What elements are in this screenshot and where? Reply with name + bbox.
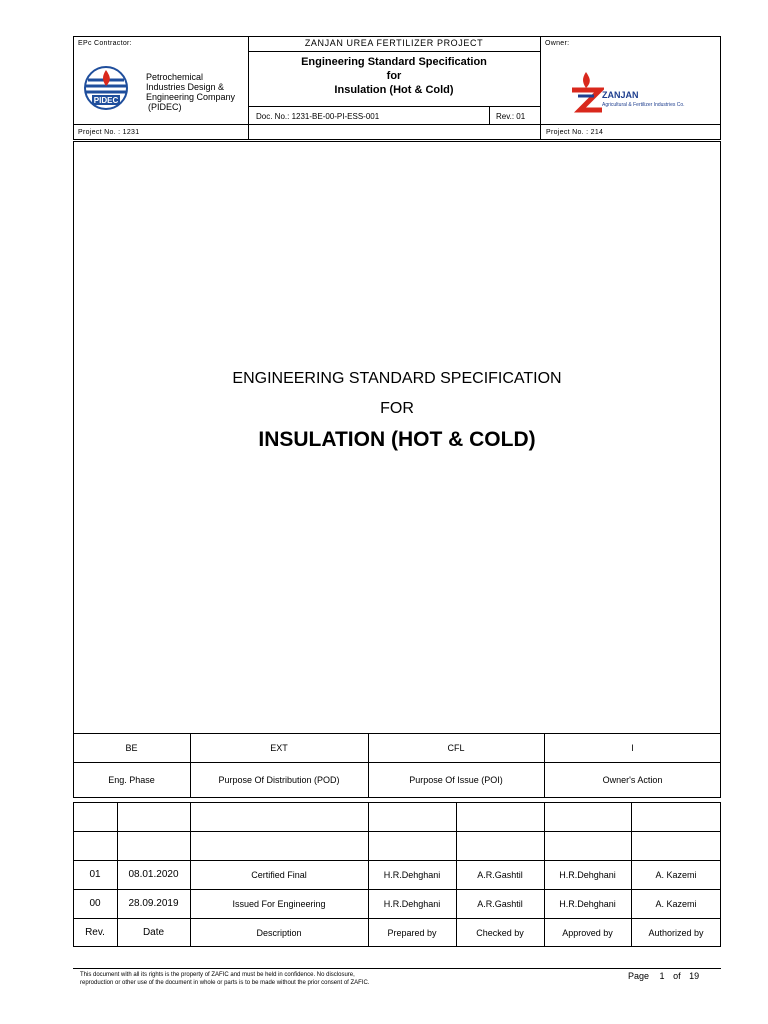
page-of-label: of xyxy=(673,971,681,981)
spec-title-line-3: Insulation (Hot & Cold) xyxy=(334,84,454,96)
description-header: Description xyxy=(256,927,302,938)
header-row-line-3 xyxy=(73,124,721,125)
eng-phase-value: BE xyxy=(125,742,138,753)
header-row-line-2 xyxy=(248,106,540,107)
main-title-line-1: ENGINEERING STANDARD SPECIFICATION xyxy=(232,370,562,387)
main-title-line-3: INSULATION (HOT & COLD) xyxy=(258,428,536,451)
owners-action-value: I xyxy=(631,742,634,753)
rev-cell: 00 xyxy=(89,898,101,909)
authorized-by-header: Authorized by xyxy=(648,927,704,938)
epc-contractor-label: EPc Contractor: xyxy=(78,40,132,47)
spec-title-line-1: Engineering Standard Specification xyxy=(301,56,487,68)
zanjan-logo-icon xyxy=(568,70,604,116)
contractor-name-line-1: Petrochemical xyxy=(146,72,204,82)
revision-row-line-1 xyxy=(73,831,721,832)
contractor-name-line-2: Industries Design & xyxy=(146,82,225,92)
page-total: 19 xyxy=(689,971,700,981)
confidentiality-notice-line-1: This document with all its rights is the property of ZAFIC and must be held in confidence. No disclosure, xyxy=(80,972,355,978)
contractor-name-line-4: (PIDEC) xyxy=(148,102,182,112)
footer-rule xyxy=(73,968,721,969)
owners-action-label: Owner's Action xyxy=(602,775,663,785)
svg-text:PIDEC: PIDEC xyxy=(93,96,119,105)
approved-by-cell: H.R.Dehghani xyxy=(559,898,616,909)
zanjan-logo-name: ZANJAN xyxy=(602,90,639,100)
rev-cell: 01 xyxy=(89,869,101,880)
contractor-name-line-3: Engineering Company xyxy=(146,92,236,102)
approved-by-header: Approved by xyxy=(562,927,613,938)
confidentiality-notice-line-2: reproduction or other use of the document in whole or parts is to be made without the prior consent of ZAFIC. xyxy=(80,980,370,986)
approved-by-cell: H.R.Dehghani xyxy=(559,869,616,880)
spec-title-line-2: for xyxy=(386,70,402,82)
owner-label: Owner: xyxy=(545,40,570,47)
poi-label: Purpose Of Issue (POI) xyxy=(409,775,503,785)
prepared-by-cell: H.R.Dehghani xyxy=(383,898,441,909)
date-cell: 28.09.2019 xyxy=(128,898,179,909)
description-cell: Certified Final xyxy=(251,869,307,880)
date-cell: 08.01.2020 xyxy=(128,869,179,880)
rev-divider xyxy=(489,106,490,124)
checked-by-header: Checked by xyxy=(476,927,524,938)
zanjan-logo xyxy=(568,70,718,118)
page-number: 1 xyxy=(659,971,665,981)
rev-header: Rev. xyxy=(85,927,105,938)
prepared-by-cell: H.R.Dehghani xyxy=(383,869,441,880)
authorized-by-cell: A. Kazemi xyxy=(655,869,697,880)
main-title-line-2: FOR xyxy=(380,400,414,417)
pidec-logo-icon xyxy=(80,66,132,112)
confidentiality-notice xyxy=(80,971,370,987)
header-row-line-1 xyxy=(248,51,540,52)
pidec-logo xyxy=(80,66,132,112)
project-name: ZANJAN UREA FERTILIZER PROJECT xyxy=(304,38,484,48)
page-indicator xyxy=(628,971,699,981)
page-label: Page xyxy=(628,971,650,981)
pod-value: EXT xyxy=(270,742,288,753)
description-cell: Issued For Engineering xyxy=(232,898,326,909)
zanjan-logo-subtitle: Agricultural & Fertilizer Industries Co. xyxy=(602,102,685,108)
contractor-name xyxy=(146,72,235,112)
prepared-by-header: Prepared by xyxy=(387,927,437,938)
pod-label: Purpose Of Distribution (POD) xyxy=(218,775,340,785)
project-number-right: Project No. : 214 xyxy=(546,129,604,136)
spec-title xyxy=(248,55,540,97)
revision-number: Rev.: 01 xyxy=(496,112,526,121)
authorized-by-cell: A. Kazemi xyxy=(655,898,697,909)
eng-phase-label: Eng. Phase xyxy=(108,775,155,785)
checked-by-cell: A.R.Gashtil xyxy=(477,869,523,880)
project-number-left: Project No. : 1231 xyxy=(78,129,140,136)
poi-value: CFL xyxy=(447,742,465,753)
date-header: Date xyxy=(142,927,165,938)
checked-by-cell: A.R.Gashtil xyxy=(477,898,523,909)
doc-number: Doc. No.: 1231-BE-00-PI-ESS-001 xyxy=(256,112,380,121)
